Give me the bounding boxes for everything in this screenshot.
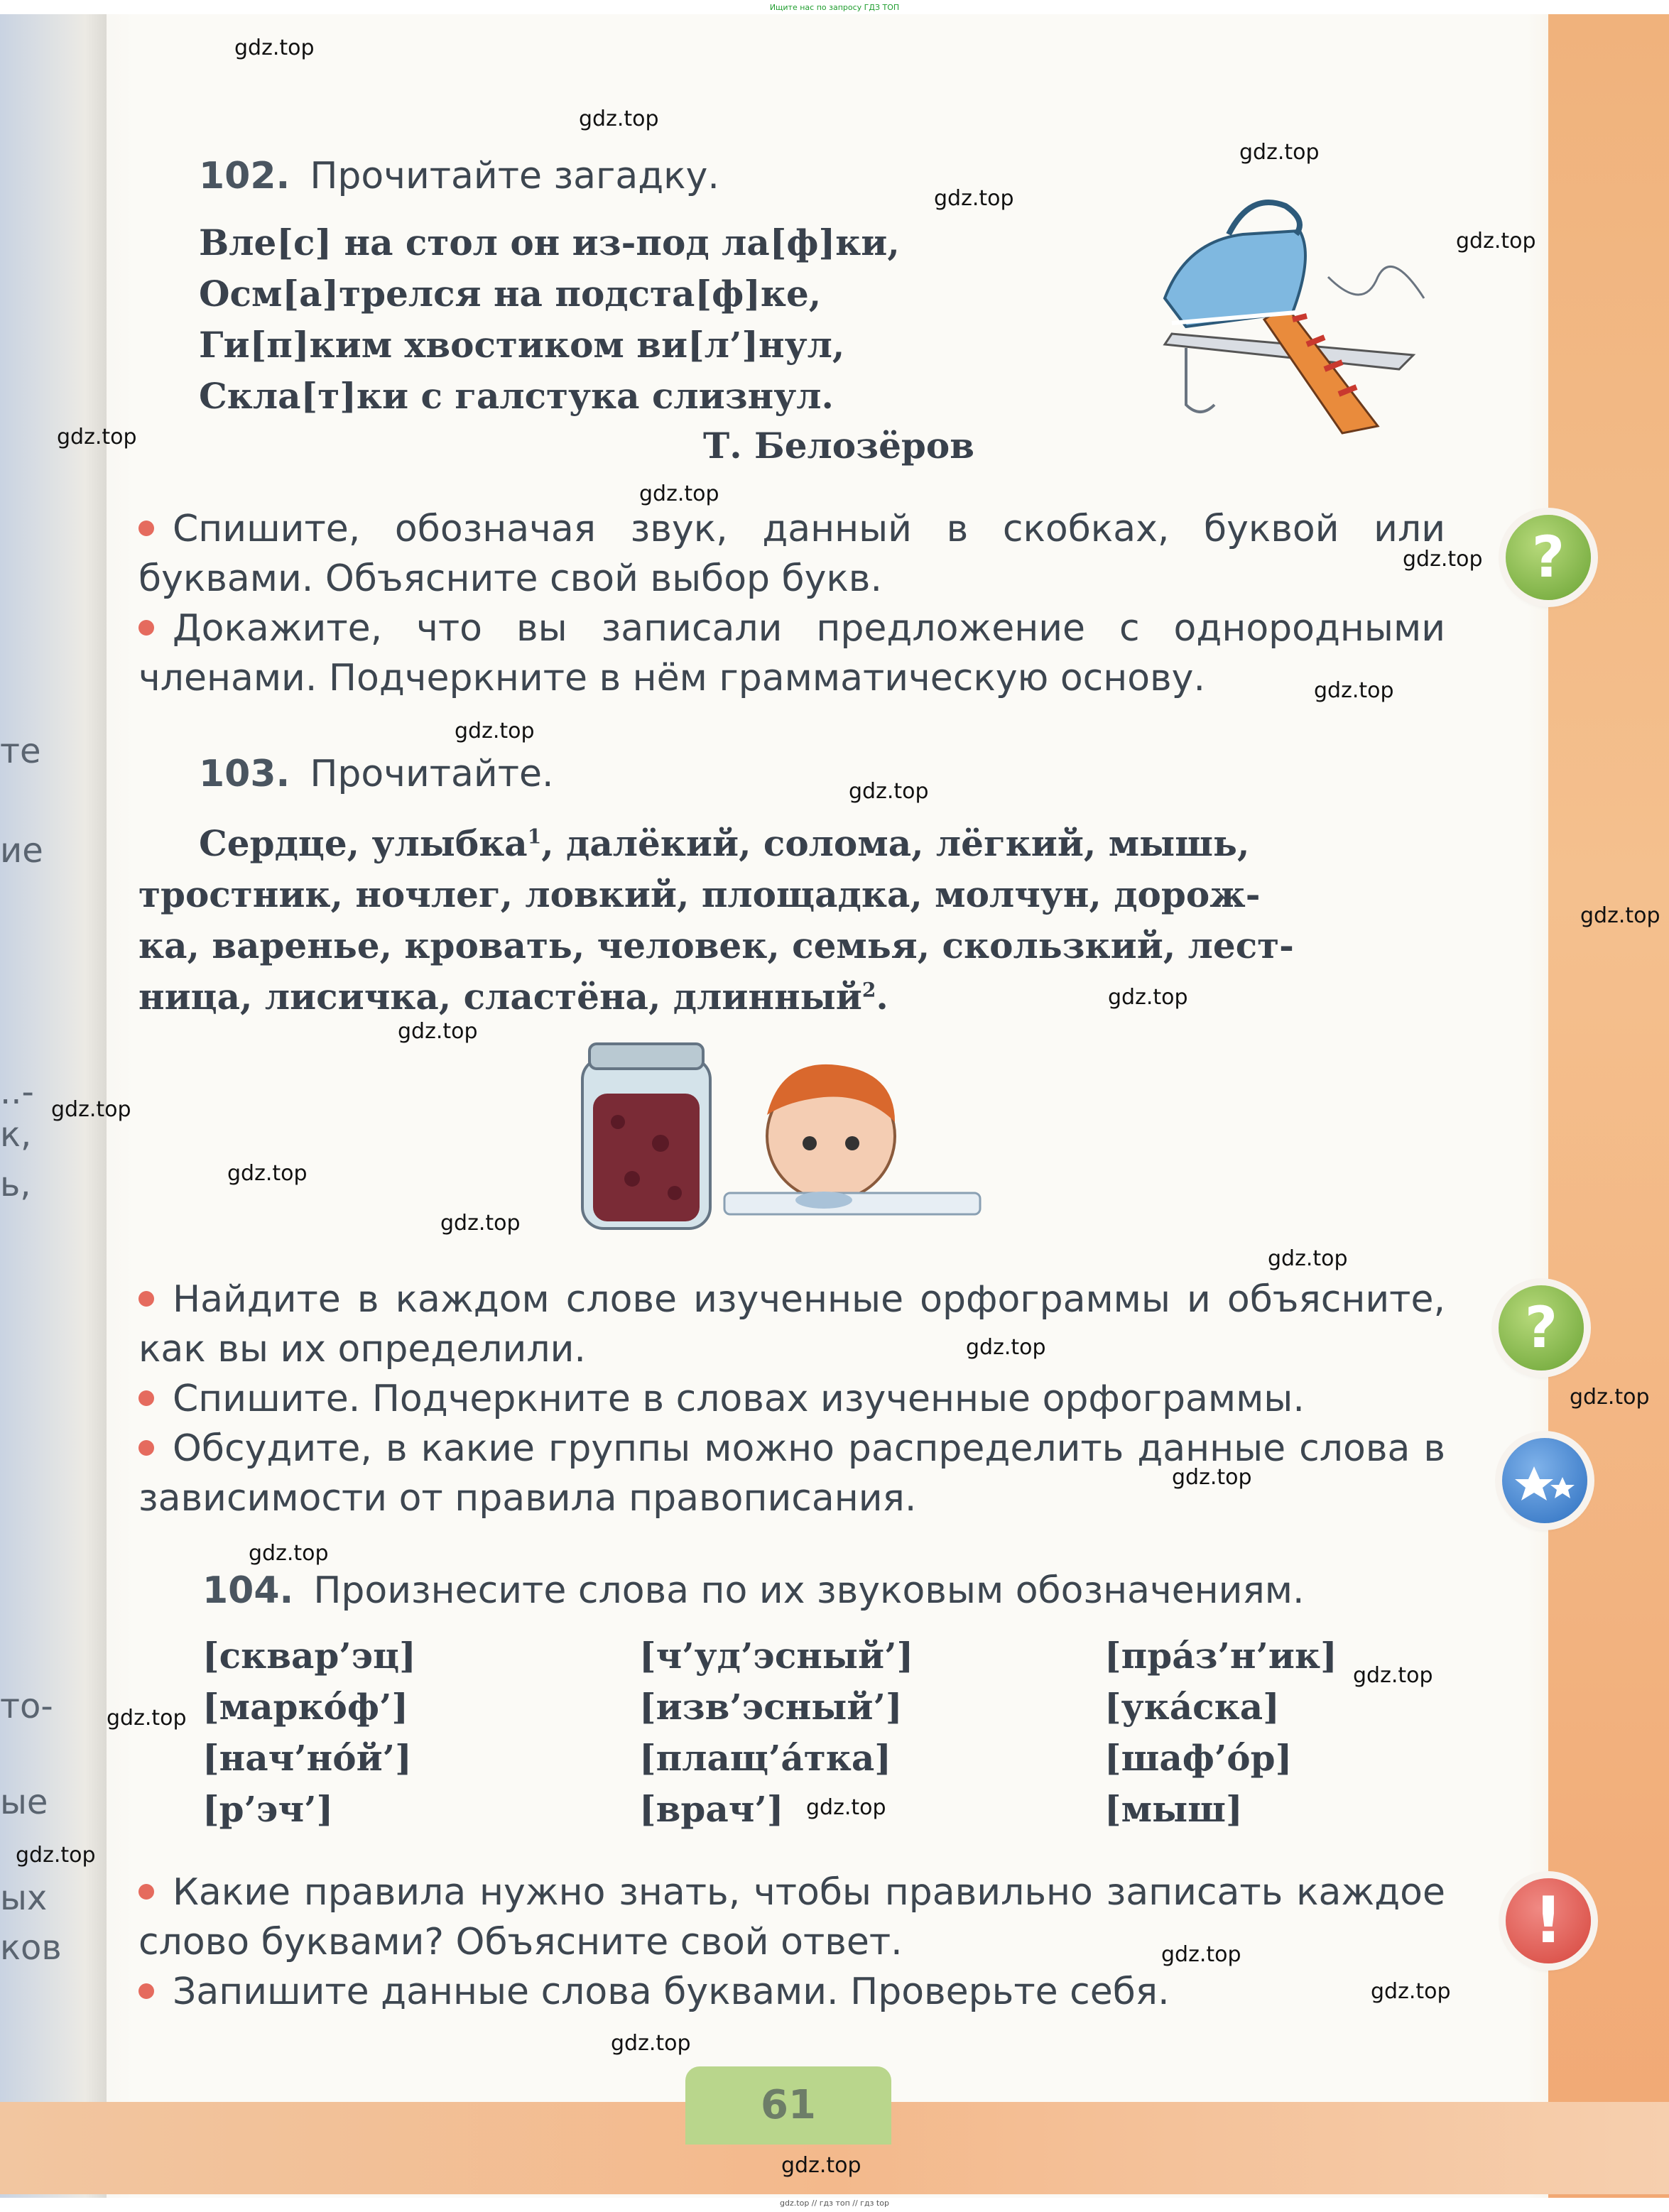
watermark: gdz.top <box>1353 1663 1433 1688</box>
word-list-line: ка, варенье, кровать, человек, семья, скользкий, лест- <box>138 925 1294 966</box>
stars-glyph <box>1502 1438 1587 1523</box>
transcription-word: [прáз’н’ик] <box>1104 1635 1337 1677</box>
watermark: gdz.top <box>1314 678 1394 703</box>
stars-icon <box>1502 1438 1587 1523</box>
left-edge-fragment: к, <box>0 1115 32 1155</box>
exercise-102-heading <box>199 155 719 197</box>
left-edge-fragment: ых <box>0 1878 48 1918</box>
bullet-icon <box>138 1291 154 1307</box>
bottom-note: gdz.top // гдз топ // гдз top <box>780 2199 889 2208</box>
exclamation-icon: ! <box>1506 1878 1591 1963</box>
task-103-1: Найдите в каждом слове изученные орфограммы и объясните, как вы их определили. <box>138 1278 1445 1371</box>
riddle-author: Т. Белозёров <box>703 425 974 467</box>
exercise-104-heading <box>202 1569 1305 1612</box>
watermark: gdz.top <box>16 1843 96 1868</box>
transcription-word: [изв’эсный’] <box>639 1686 903 1728</box>
transcription-word: [маркóф’] <box>202 1686 409 1728</box>
question-icon: ? <box>1499 1285 1584 1371</box>
watermark: gdz.top <box>51 1097 131 1122</box>
watermark: gdz.top <box>398 1019 478 1044</box>
transcription-word: [сквар’эц] <box>202 1635 416 1677</box>
watermark: gdz.top <box>1403 547 1483 572</box>
watermark: gdz.top <box>249 1541 329 1566</box>
watermark: gdz.top <box>440 1211 521 1236</box>
left-edge-fragment: те <box>0 731 41 771</box>
exercise-number: 104. <box>202 1569 294 1612</box>
riddle-line: Осм[а]трелся на подста[ф]ке, <box>199 273 822 315</box>
exercise-instruction: Произнесите слова по их звуковым обозначениям. <box>313 1569 1305 1612</box>
task-104-1: Какие правила нужно знать, чтобы правильно записать каждое слово буквами? Объясните свой ответ. <box>138 1871 1445 1963</box>
left-edge-fragment: ь, <box>0 1165 31 1204</box>
bullet-icon <box>138 521 154 536</box>
watermark: gdz.top <box>966 1335 1046 1360</box>
exercise-number: 103. <box>199 753 290 795</box>
exercise-103-heading <box>199 753 554 795</box>
jam-jar-boy-illustration <box>568 1030 994 1236</box>
left-edge-fragment: ..- <box>0 1072 34 1112</box>
transcription-word: [плащ’áтка] <box>639 1737 891 1779</box>
watermark: gdz.top <box>455 719 535 743</box>
watermark: gdz.top <box>234 36 315 60</box>
transcription-word: [ч’уд’эсный’] <box>639 1635 914 1677</box>
transcription-word: [нач’нóй’] <box>202 1737 412 1779</box>
exercise-instruction: Прочитайте. <box>310 753 554 795</box>
question-icon: ? <box>1506 515 1591 600</box>
task-103-3: Обсудите, в какие группы можно распределить данные слова в зависимости от правила правописания. <box>138 1427 1445 1520</box>
watermark: gdz.top <box>1570 1385 1650 1410</box>
watermark: gdz.top <box>1580 903 1660 928</box>
task-102-2: Докажите, что вы записали предложение с однородными членами. Подчеркните в нём грамматическую основу. <box>138 607 1445 699</box>
watermark: gdz.top <box>1172 1465 1252 1490</box>
watermark: gdz.top <box>1456 229 1536 254</box>
word-list-line: ница, лисичка, сластёна, длинный$^2$. <box>138 976 888 1018</box>
riddle-line: Скла[т]ки с галстука слизнул. <box>199 375 834 417</box>
watermark: gdz.top <box>849 779 929 804</box>
bullet-icon <box>138 1390 154 1406</box>
transcription-word: [р’эч’] <box>202 1788 334 1830</box>
page-number: 61 <box>685 2066 891 2145</box>
left-edge-fragment: то- <box>0 1687 53 1726</box>
bullet-icon <box>138 620 154 636</box>
transcription-word: [укáска] <box>1104 1686 1280 1728</box>
watermark: gdz.top <box>1108 985 1188 1010</box>
watermark: gdz.top <box>806 1795 886 1820</box>
top-note: Ищите нас по запросу ГДЗ ТОП <box>769 3 900 12</box>
word-list-line: Сердце, улыбка$^1$, далёкий, солома, лёгкий, мышь, <box>199 822 1250 864</box>
left-edge-fragment: ые <box>0 1782 48 1822</box>
iron-illustration <box>1143 192 1442 440</box>
transcription-word: [врач’] <box>639 1788 784 1830</box>
transcription-word: [мыш] <box>1104 1788 1243 1830</box>
watermark: gdz.top <box>1161 1942 1241 1967</box>
word-list-line: тростник, ночлег, ловкий, площадка, молчун, дорож- <box>138 873 1261 915</box>
exercise-instruction: Прочитайте загадку. <box>310 155 719 197</box>
watermark: gdz.top <box>57 425 137 450</box>
exercise-number: 102. <box>199 155 290 197</box>
transcription-word: [шаф’óр] <box>1104 1737 1293 1779</box>
watermark: gdz.top <box>1268 1246 1348 1271</box>
watermark: gdz.top <box>781 2153 861 2178</box>
watermark: gdz.top <box>1239 140 1320 165</box>
watermark: gdz.top <box>227 1161 308 1186</box>
watermark: gdz.top <box>611 2031 691 2056</box>
bullet-icon <box>138 1440 154 1456</box>
right-margin-band <box>1548 14 1669 2198</box>
watermark: gdz.top <box>579 107 659 131</box>
riddle-line: Ги[п]ким хвостиком ви[л’]нул, <box>199 324 845 366</box>
left-edge-fragment: ие <box>0 831 43 871</box>
task-104-2: Запишите данные слова буквами. Проверьте себя. <box>138 1967 1445 2017</box>
bullet-icon <box>138 1884 154 1900</box>
task-102-1: Спишите, обозначая звук, данный в скобках, буквой или буквами. Объясните свой выбор букв. <box>138 508 1445 600</box>
watermark: gdz.top <box>934 186 1014 211</box>
task-103-2: Спишите. Подчеркните в словах изученные орфограммы. <box>138 1374 1445 1424</box>
watermark: gdz.top <box>1371 1979 1451 2004</box>
riddle-line: Вле[с] на стол он из-под ла[ф]ки, <box>199 222 900 263</box>
bullet-icon <box>138 1983 154 1999</box>
watermark: gdz.top <box>639 481 719 506</box>
left-edge-fragment: ков <box>0 1928 62 1968</box>
watermark: gdz.top <box>107 1706 187 1731</box>
